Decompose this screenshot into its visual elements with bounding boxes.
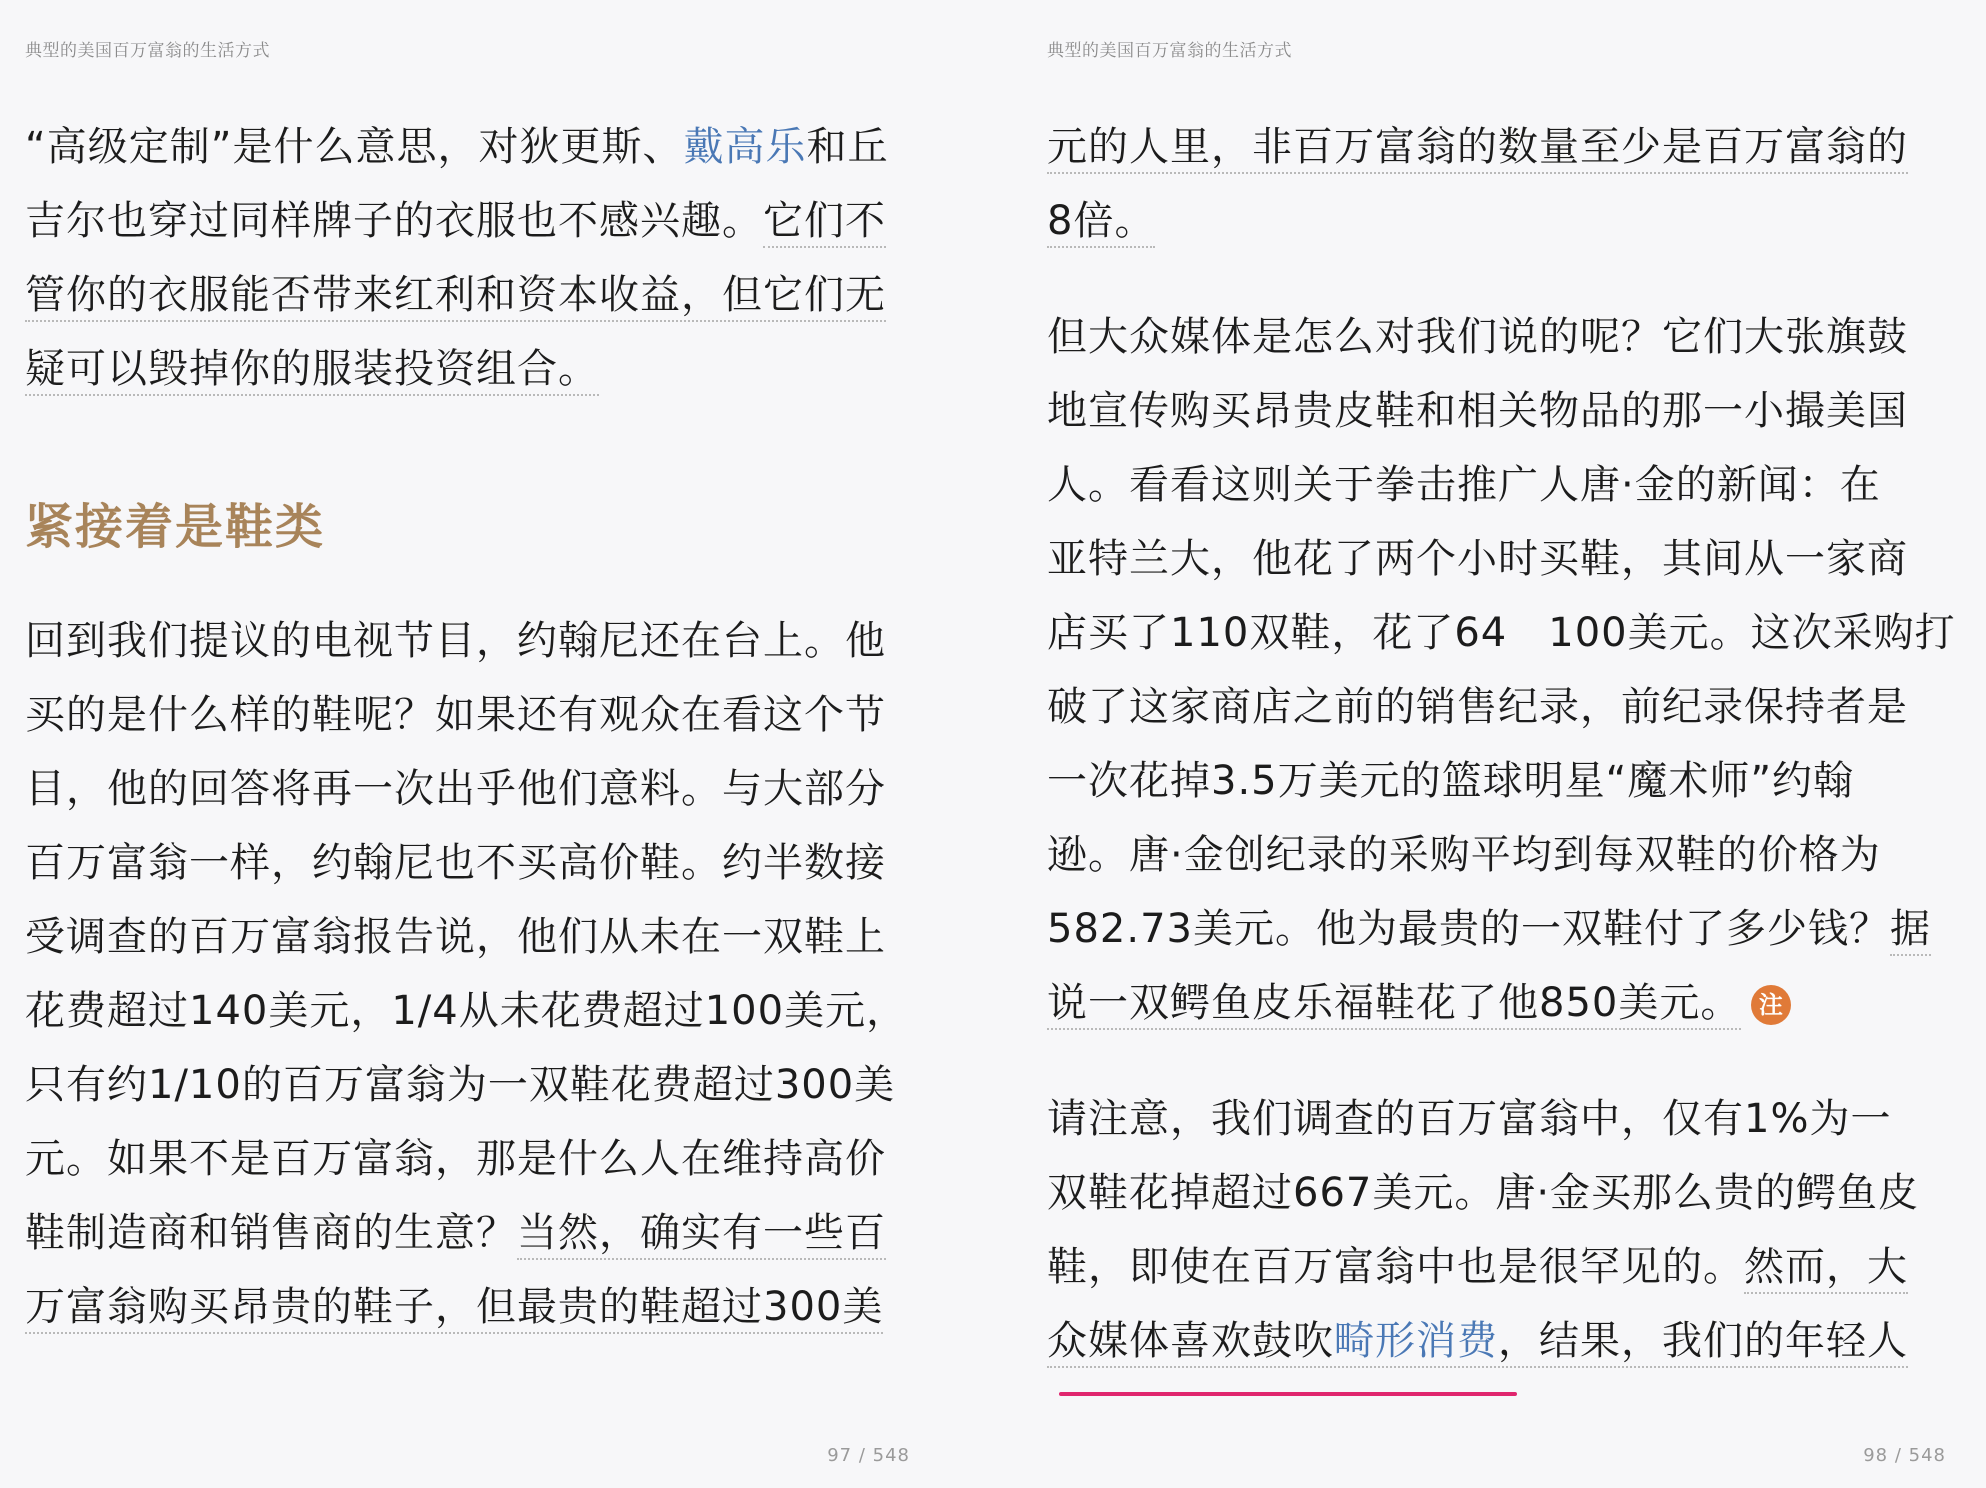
highlighted-text[interactable]: 然而，大	[1744, 1244, 1908, 1294]
paragraph	[1047, 1082, 1937, 1378]
text-line	[1047, 184, 1937, 258]
text-line: 人。看看这则关于拳击推广人唐·金的新闻：在	[1047, 462, 1881, 508]
text-line	[1047, 110, 1937, 184]
page-number: 98 / 548	[1863, 1445, 1946, 1466]
highlighted-text[interactable]: 万富翁购买昂贵的鞋子，但最贵的鞋超过300美	[25, 1284, 883, 1334]
highlighted-text[interactable]	[1047, 1318, 1908, 1368]
section-heading: 紧接着是鞋类	[25, 499, 326, 555]
text-line	[25, 1196, 915, 1270]
link-conspicuous-consumption[interactable]: 畸形消费	[1334, 1318, 1498, 1364]
text-span: 和丘	[806, 124, 889, 170]
highlighted-text[interactable]: 元的人里，非百万富翁的数量至少是百万富翁的	[1047, 124, 1908, 174]
paragraph	[25, 604, 915, 1344]
text-span: 吉尔也穿过同样牌子的衣服也不感兴趣。	[25, 198, 763, 244]
highlighted-text[interactable]: 8倍。	[1047, 198, 1155, 248]
text-span: “高级定制”是什么意思，对狄更斯、	[25, 124, 684, 170]
footnote-icon[interactable]: 注	[1751, 985, 1791, 1025]
text-line	[25, 258, 915, 332]
text-line: 地宣传购买昂贵皮鞋和相关物品的那一小撮美国	[1047, 388, 1908, 434]
text-line: 亚特兰大，他花了两个小时买鞋，其间从一家商	[1047, 536, 1908, 582]
text-span: 鞋，即使在百万富翁中也是很罕见的。	[1047, 1244, 1744, 1290]
text-line: 回到我们提议的电视节目，约翰尼还在台上。他	[25, 618, 886, 664]
running-title: 典型的美国百万富翁的生活方式	[25, 41, 270, 61]
text-line: 买的是什么样的鞋呢？如果还有观众在看这个节	[25, 692, 886, 738]
text-line: 请注意，我们调查的百万富翁中，仅有1%为一	[1047, 1096, 1892, 1142]
text-line: 但大众媒体是怎么对我们说的呢？它们大张旗鼓	[1047, 314, 1908, 360]
text-span: ，结果，我们的年轻人	[1498, 1318, 1908, 1364]
text-line	[1047, 1230, 1937, 1304]
text-span: 582.73美元。他为最贵的一双鞋付了多少钱？	[1047, 906, 1890, 952]
text-line: 店买了110双鞋，花了64 100美元。这次采购打	[1047, 610, 1956, 656]
highlighted-text[interactable]: 它们不	[763, 198, 886, 248]
highlighted-text[interactable]: 管你的衣服能否带来红利和资本收益，但它们无	[25, 272, 886, 322]
text-line	[1047, 966, 1937, 1040]
text-line	[1047, 892, 1937, 966]
text-line: 破了这家商店之前的销售纪录，前纪录保持者是	[1047, 684, 1908, 730]
text-line: 百万富翁一样，约翰尼也不买高价鞋。约半数接	[25, 840, 886, 886]
text-line: 双鞋花掉超过667美元。唐·金买那么贵的鳄鱼皮	[1047, 1170, 1920, 1216]
link-de-gaulle[interactable]: 戴高乐	[683, 124, 807, 170]
text-line: 受调查的百万富翁报告说，他们从未在一双鞋上	[25, 914, 886, 960]
text-span: 众媒体喜欢鼓吹	[1047, 1318, 1334, 1364]
text-line	[25, 184, 915, 258]
text-line: 花费超过140美元，1/4从未花费超过100美元，	[25, 988, 908, 1034]
text-line	[1047, 1304, 1937, 1378]
highlighted-text[interactable]: 疑可以毁掉你的服装投资组合。	[25, 346, 599, 396]
text-line: 元。如果不是百万富翁，那是什么人在维持高价	[25, 1136, 886, 1182]
text-line: 只有约1/10的百万富翁为一双鞋花费超过300美	[25, 1062, 896, 1108]
running-title: 典型的美国百万富翁的生活方式	[1047, 41, 1292, 61]
text-span: 鞋制造商和销售商的生意？	[25, 1210, 517, 1256]
paragraph	[1047, 300, 1956, 1040]
text-line: 目，他的回答将再一次出乎他们意料。与大部分	[25, 766, 886, 812]
reading-progress-bar[interactable]	[1059, 1392, 1517, 1396]
highlighted-text[interactable]: 说一双鳄鱼皮乐福鞋花了他850美元。	[1047, 980, 1741, 1030]
paragraph	[1047, 110, 1937, 258]
highlighted-text[interactable]: 当然，确实有一些百	[517, 1210, 886, 1260]
text-line: 逊。唐·金创纪录的采购平均到每双鞋的价格为	[1047, 832, 1881, 878]
text-line	[25, 1270, 915, 1344]
highlighted-text[interactable]: 据	[1890, 906, 1931, 956]
paragraph	[25, 110, 915, 406]
text-line	[25, 110, 915, 184]
page-number: 97 / 548	[827, 1445, 910, 1466]
text-line: 一次花掉3.5万美元的篮球明星“魔术师”约翰	[1047, 758, 1855, 804]
right-page	[993, 0, 1986, 1488]
text-line	[25, 332, 915, 406]
